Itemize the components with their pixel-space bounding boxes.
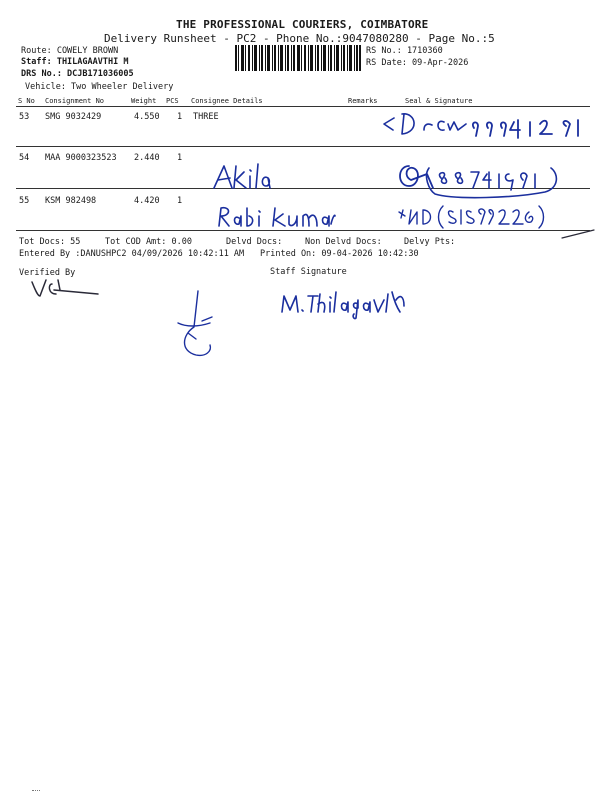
row-pcs: 1 [177, 112, 183, 122]
row-consignment: SMG 9032429 [45, 112, 102, 122]
verified-by-label: Verified By [19, 268, 76, 278]
route-label: Route: COWELY BROWN [21, 46, 119, 56]
staff-signature-label: Staff Signature [270, 267, 347, 277]
entered-by: Entered By :DANUSHPC2 04/09/2026 10:42:11 AM [19, 249, 245, 259]
handwritten-flourish [172, 287, 222, 359]
staff-handwritten-signature [278, 286, 410, 322]
row-sno: 53 [19, 112, 30, 122]
row-divider [16, 146, 590, 147]
col-consignee: Consignee Details [191, 97, 263, 105]
row-consignee: THREE [193, 112, 219, 122]
handwritten-phone-row54 [395, 160, 565, 202]
handwritten-name-rabi-kumar [215, 202, 335, 232]
delivered-docs: Delvd Docs: [226, 237, 283, 247]
row-weight: 4.420 [134, 196, 160, 206]
col-remarks: Remarks [348, 97, 378, 105]
vehicle-label: Vehicle: Two Wheeler Delivery [25, 82, 174, 92]
company-title: THE PROFESSIONAL COURIERS, COIMBATORE [176, 18, 429, 31]
row-sno: 55 [19, 196, 30, 206]
col-weight: Weight [131, 97, 157, 105]
header-divider [16, 106, 590, 107]
handwritten-phone-row55 [395, 202, 550, 230]
drs-number: DRS No.: DCJB171036005 [21, 69, 134, 79]
rs-date: RS Date: 09-Apr-2026 [366, 58, 469, 68]
row-sno: 54 [19, 153, 30, 163]
row-weight: 4.550 [134, 112, 160, 122]
barcode [235, 45, 361, 71]
runsheet-title: Delivery Runsheet - PC2 - Phone No.:9047080280 - Page No.:5 [104, 32, 495, 45]
staff-label: Staff: THILAGAAVTHI M [21, 57, 129, 67]
row-weight: 2.440 [134, 153, 160, 163]
total-docs: Tot Docs: 55 [19, 237, 81, 247]
row-consignment: KSM 982498 [45, 196, 97, 206]
row-consignment: MAA 9000323523 [45, 153, 117, 163]
col-pcs: PCS [166, 97, 179, 105]
handwritten-name-akila [210, 160, 272, 194]
row-pcs: 1 [177, 153, 183, 163]
col-seal-signature: Seal & Signature [405, 97, 473, 105]
verifier-signature [28, 276, 104, 302]
handwritten-signature-row53 [380, 108, 595, 140]
col-consignment: Consignment No [45, 97, 105, 105]
rs-number: RS No.: 1710360 [366, 46, 443, 56]
corner-marks [32, 790, 40, 794]
row-pcs: 1 [177, 196, 183, 206]
non-delivered-docs: Non Delvd Docs: [305, 237, 382, 247]
printed-on: Printed On: 09-04-2026 10:42:30 [260, 249, 419, 259]
total-cod-amount: Tot COD Amt: 0.00 [105, 237, 192, 247]
pen-stroke [560, 228, 596, 240]
delivery-points: Delvy Pts: [404, 237, 456, 247]
col-sno: S No [18, 97, 35, 105]
